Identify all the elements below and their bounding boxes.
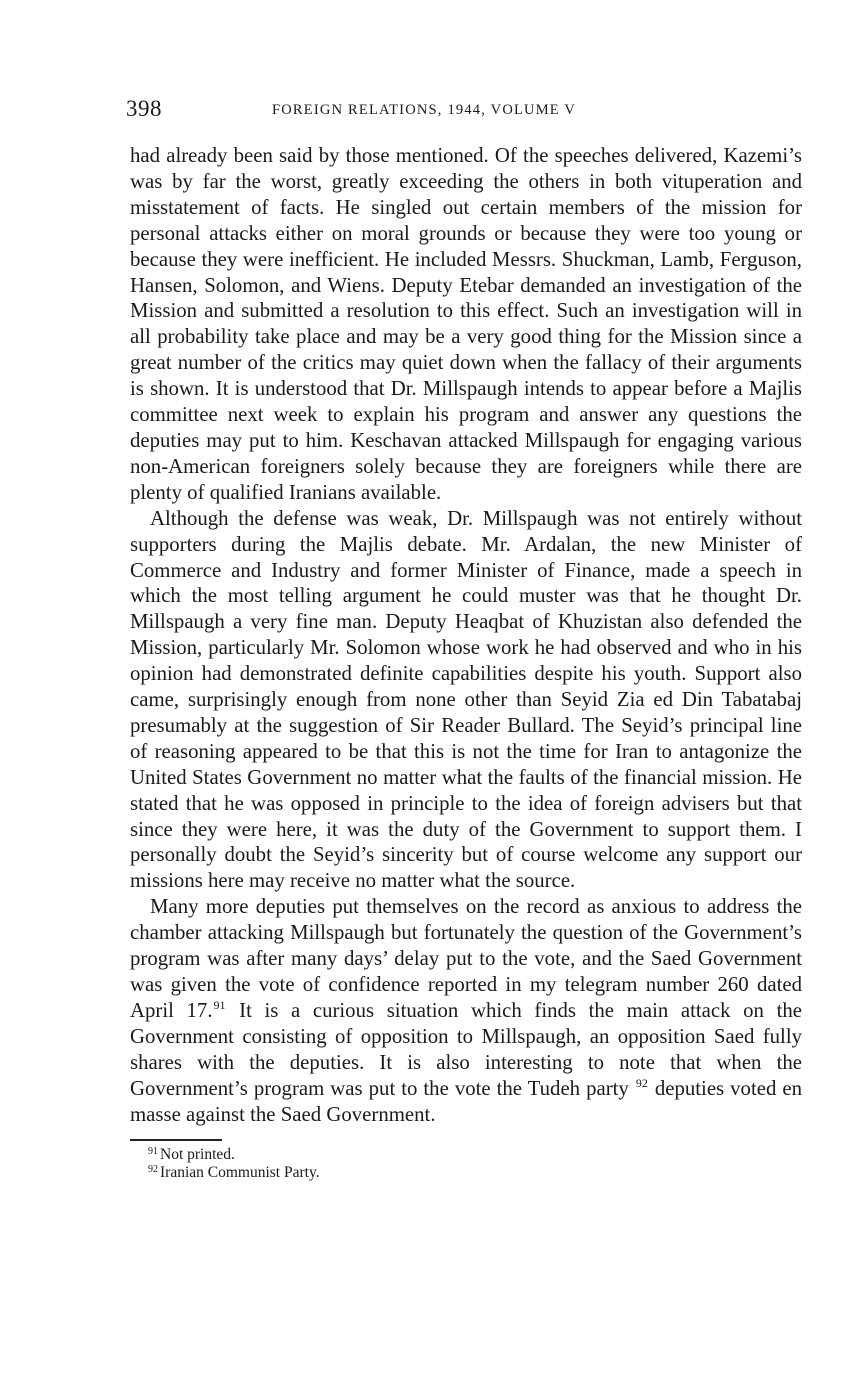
footnote-text-91: Not printed. — [160, 1146, 235, 1164]
paragraph-1: had already been said by those mentioned. Of the speeches delivered, Kazemi’s was by far the worst, greatly exceeding the others in both vituperation and misstatement of facts. He singled out certain members of the mission for personal attacks either on moral grounds or because they were too young or because they were inefficient. He included Messrs. Shuckman, Lamb, Ferguson, Hansen, Solomon, and Wiens. Deputy Etebar demanded an investigation of the Mission and submitted a resolution to this effect. Such an investigation will in all probability take place and may be a very good thing for the Mission since a great number of the critics may quiet down when the fallacy of their arguments is shown. It is understood that Dr. Millspaugh intends to appear before a Majlis committee next week to explain his program and answer any questions the deputies may put to him. Keschavan attacked Millspaugh for engaging various non-American foreigners solely because they are foreigners while there are plenty of qualified Iranians available. — [130, 144, 802, 504]
footnote-92 — [148, 1164, 802, 1182]
footnote-ref-92: 92 — [635, 1075, 648, 1090]
body-text — [130, 143, 802, 1127]
footnote-ref-91: 91 — [213, 997, 226, 1012]
footnote-text-92: Iranian Communist Party. — [160, 1164, 320, 1182]
paragraph-2: Although the defense was weak, Dr. Millspaugh was not entirely without supporters during the Majlis debate. Mr. Ardalan, the new Minister of Commerce and Industry and former Minister of Finance, made a speech in which the most telling argument he could muster was that he thought Dr. Millspaugh a very fine man. Deputy Heaqbat of Khuzistan also defended the Mission, particularly Mr. Solomon whose work he had observed and who in his opinion had demonstrated definite capabilities despite his youth. Support also came, surprisingly enough from none other than Seyid Zia ed Din Tabatabaj presumably at the suggestion of Sir Reader Bullard. The Seyid’s principal line of reasoning appeared to be that this is not the time for Iran to antagonize the United States Government no matter what the faults of the financial mission. He stated that he was opposed in principle to the idea of foreign advisers but that since they were here, it was the duty of the Government to support them. I personally doubt the Seyid’s sincerity but of course welcome any support our missions here may receive no matter what the source. — [130, 506, 802, 893]
footnote-mark-91: 91 — [148, 1146, 158, 1158]
paragraph-3-part-3: deputies voted en masse against the Saed Government. — [130, 1076, 802, 1126]
page-number: 398 — [126, 96, 162, 121]
running-head: FOREIGN RELATIONS, 1944, VOLUME V — [272, 102, 577, 118]
footnote-divider — [130, 1139, 222, 1141]
paragraph-3-part-2: It is a curious situation which finds the main attack on the Government consisting of opposition to Millspaugh, an opposition Saed fully shares with the deputies. It is also interesting to note that when the Government’s program was put to the vote the Tudeh party — [130, 998, 802, 1100]
page-header — [126, 96, 802, 126]
footnotes — [148, 1146, 802, 1182]
document-page — [126, 96, 802, 1182]
paragraph-3-part-1: Many more deputies put themselves on the record as anxious to address the chamber attacking Millspaugh but fortunately the question of the Government’s program was after many days’ delay put to the vote, and the Saed Government was given the vote of confidence reported in my telegram number 260 dated April 17. — [130, 895, 802, 1022]
footnote-91 — [148, 1146, 802, 1164]
paragraph-3 — [130, 894, 802, 1127]
footnote-mark-92: 92 — [148, 1164, 158, 1176]
